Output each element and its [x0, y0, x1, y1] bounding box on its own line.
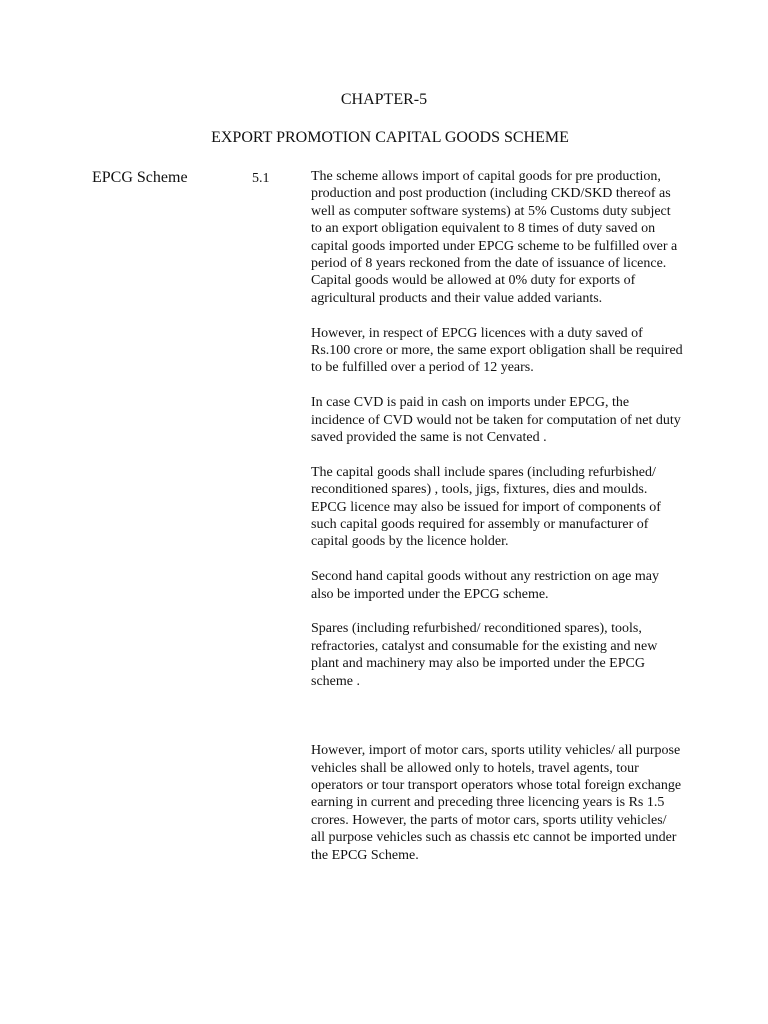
paragraph: The scheme allows import of capital goods for pre production, production and post production (including CKD/SKD thereof as well as computer software systems) at 5% Customs duty subject to an export obligation equivalent to 8 times of duty saved on capital goods imported under EPCG scheme to be fulfilled over a period of 8 years reckoned from the date of issuance of licence. Capital goods would be allowed at 0% duty for exports of agricultural products and their value added variants.	[311, 169, 678, 306]
paragraph: In case CVD is paid in cash on imports under EPCG, the incidence of CVD would not be taken for computation of net duty saved provided the same is not Cenvated .	[311, 395, 681, 446]
paragraph: The capital goods shall include spares (including refurbished/ reconditioned spares) , tools, jigs, fixtures, dies and moulds. EPCG licence may also be issued for import of components of such capital goods required for assembly or manufacturer of capital goods by the licence holder.	[311, 464, 661, 550]
paragraph: However, import of motor cars, sports utility vehicles/ all purpose vehicles shall be allowed only to hotels, travel agents, tour operators or tour transport operators whose total foreign exchange earning in current and preceding three licencing years is Rs 1.5 crores. However, the parts of motor cars, sports utility vehicles/ all purpose vehicles such as chassis etc cannot be imported under the EPCG Scheme.	[311, 743, 682, 863]
section-side-label: EPCG Scheme	[92, 169, 188, 186]
paragraph: Second hand capital goods without any restriction on age may also be imported under the EPCG scheme.	[311, 569, 659, 602]
page-title: EXPORT PROMOTION CAPITAL GOODS SCHEME	[211, 129, 569, 146]
chapter-number: 5	[419, 91, 428, 108]
paragraph: Spares (including refurbished/ reconditioned spares), tools, refractories, catalyst and consumable for the existing and new plant and machinery may also be imported under the EPCG scheme .	[311, 621, 658, 689]
section-body	[311, 168, 683, 881]
paragraph: However, in respect of EPCG licences with a duty saved of Rs.100 crore or more, the same export obligation shall be required to be fulfilled over a period of 12 years.	[311, 325, 683, 376]
section-number: 5.1	[252, 171, 270, 186]
chapter-label: CHAPTER-	[340, 91, 420, 108]
chapter-heading	[0, 90, 768, 110]
